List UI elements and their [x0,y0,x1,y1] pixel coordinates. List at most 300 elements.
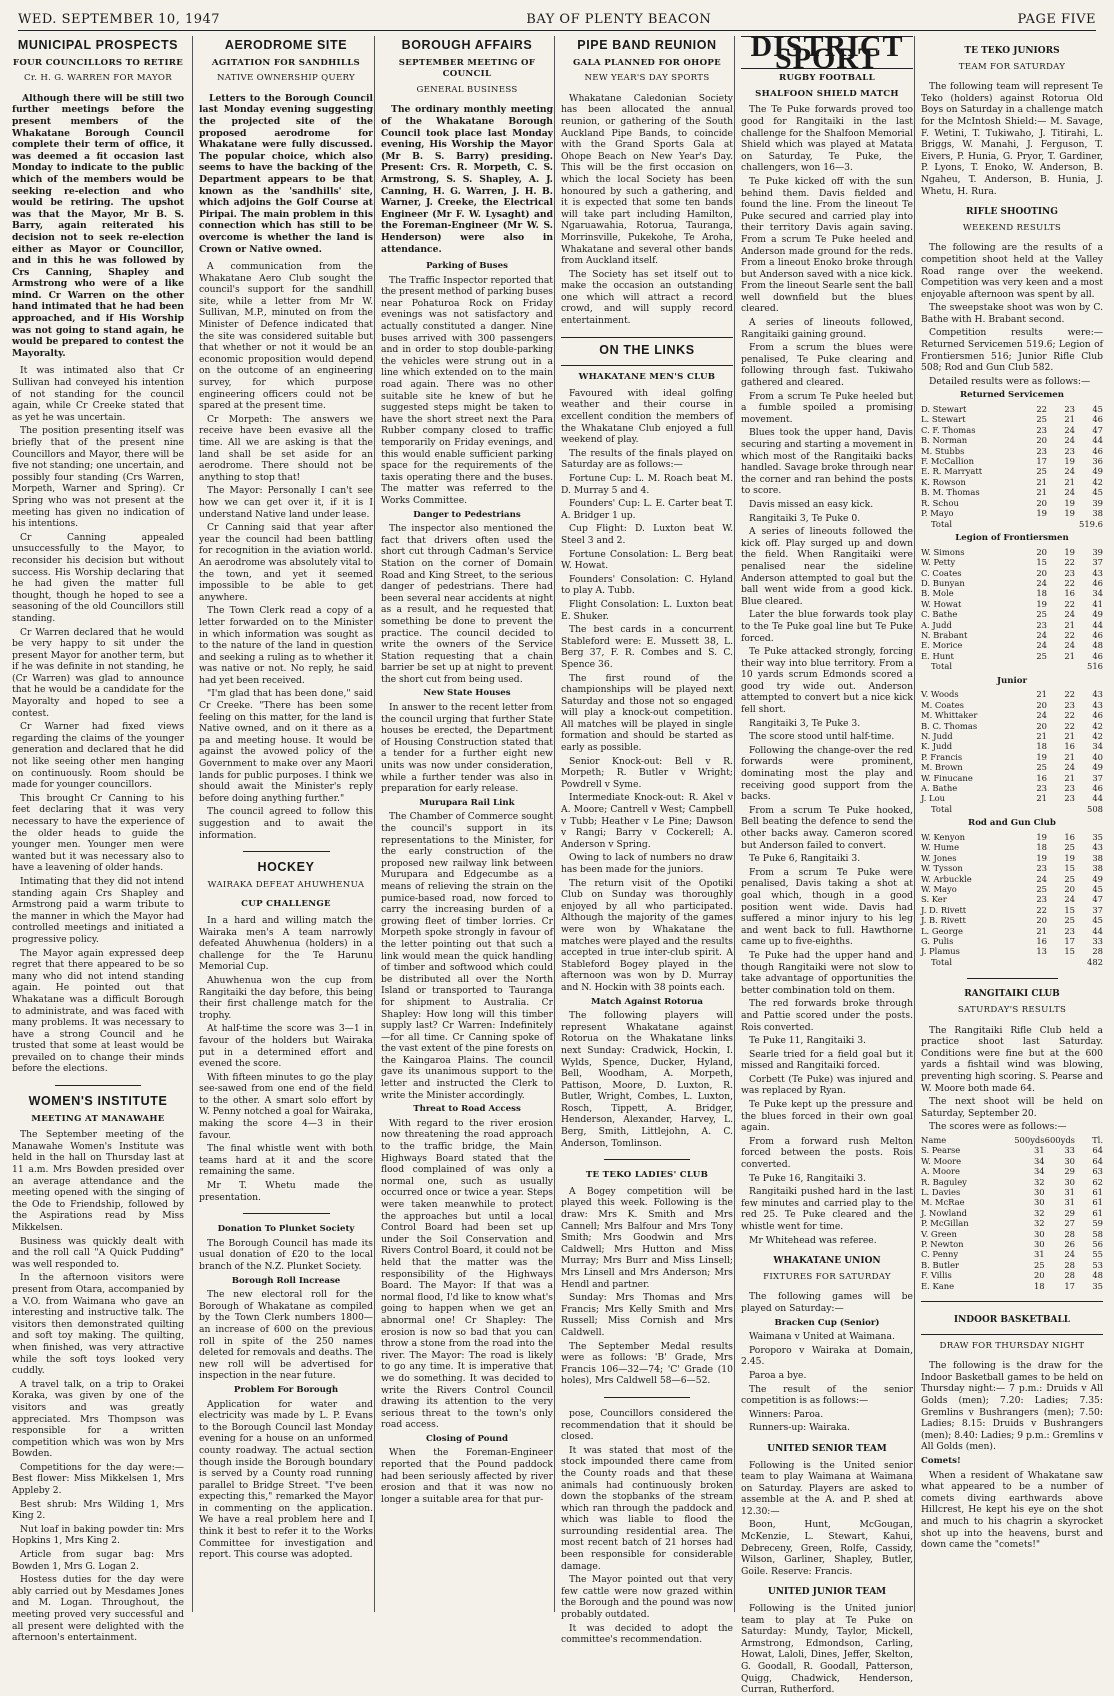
table-cell: 35 [1092,1280,1103,1291]
table-cell: A. Bathe [921,783,958,793]
table-cell: P. Newton [921,1239,964,1250]
table-row [921,446,1103,456]
table-row [921,936,1103,946]
table-cell: 53 [1092,1259,1103,1270]
table-cell: 18 [1033,1280,1045,1291]
paragraph: Intermediate Knock-out: R. Akel v A. Moore; Cantrell v West; Campbell v Tubb; Heather v Le Pine; Dawson v Rangi; Barry v Cockerell; A. Anderson v Spring. [561,792,733,850]
table-cell: 15 [1064,904,1075,915]
table-cell: 48 [1092,640,1103,651]
table-cell: J. Plamus [921,946,960,957]
table-cell: 28 [1064,1270,1075,1281]
table-cell: 31 [1033,1145,1045,1156]
paragraph: Following is the United junior team to play at Te Puke on Saturday: Mundy, Taylor, Mickell, Armstrong, Edmondson, Carling, Howat, Laloli, Dines, Jeffer, Skelton, G. Goodall, R. Goodall, Patterson, Quigg, Chadwick, Henderson, Curran, Rutherford. [741,1603,913,1696]
table-row [921,894,1103,904]
subhead: DRAW FOR THURSDAY NIGHT [939,1340,1085,1351]
table-row [921,1229,1103,1239]
section-box [921,1301,1103,1335]
paragraph: It was stated that most of the stock impounded there came from the County roads and that these animals had continuously broken down the stopbanks of the stream which ran through the paddock and which was liable to flood the surrounding residential area. The most recent batch of 21 horses had been responsible for considerable damage. [561,1444,733,1572]
paragraph: The Mayor: Personally I can't see how we can get over it, if it is I understand Native land under lease. [199,485,373,520]
table-cell: E. Hunt [921,650,954,661]
table-cell: 23 [1064,925,1075,936]
table-cell: 45 [1092,915,1103,926]
paragraph: The sweepstake shoot was won by C. Bathe with H. Brabant second. [921,302,1103,325]
headline-whakatane-union: WHAKATANE UNION [773,1256,881,1267]
table-cell: 24 [1064,435,1075,446]
paragraph: Cup Flight: D. Luxton beat W. Steel 3 and 2. [561,523,733,546]
table-row [921,1281,1103,1291]
paragraph: Waimana v United at Waimana. [749,1331,895,1343]
table-cell: 21 [1036,925,1047,936]
paragraph: Davis missed an easy kick. [749,498,874,510]
table-cell: 25 [1064,873,1075,884]
paragraph: The Society has set itself out to make the occasion an outstanding one which will attract a record crowd, and will supply record entertainment. [561,268,733,327]
table-row [921,762,1103,772]
paragraph: The Mayor pointed out that very few cattle were now grazed within the Borough and the pound was now probably outdated. [561,1574,733,1621]
paragraph: Nut loaf in baking powder tin: Mrs Hopkins 1, Mrs King 2. [12,1523,184,1547]
table-cell: 63 [1092,1166,1103,1177]
table-row [921,557,1103,567]
page-header [18,8,1096,31]
paragraph: The inspector also mentioned the fact that drivers often used the short cut through Cadman's Service Station on the corner of Domain Road and King Street, to the serious danger of pedestrians. There had been several near accidents at night as a result, and he requested that something be done to prevent the practice. The council decided to write the owners of the Service Station requesting that a chain barrier be set up at night to prevent the short cut from being used. [381,523,553,685]
subhead: GALA PLANNED FOR OHOPE [572,57,721,68]
table-cell: 61 [1092,1197,1103,1208]
section-heading: Problem For Borough [233,1384,339,1395]
section-heading: New State Houses [423,688,511,699]
table-cell: W. Tysson [921,863,963,874]
subhead: TEAM FOR SATURDAY [958,61,1066,72]
paragraph: With fifteen minutes to go the play see-sawed from one end of the field to the other. A smart solo effort by W. Penny notched a goal for Wairaka, making the score 4—3 in their favour. [199,1071,373,1141]
table-cell: 41 [1092,598,1103,609]
column-3 [374,36,559,1612]
table-cell: M. Whittaker [921,710,978,721]
paragraph: Te Puke 6, Rangitaiki 3. [749,853,861,865]
subhead: CUP CHALLENGE [241,899,331,910]
table-cell: 31 [1064,1187,1075,1198]
paragraph: Cr Warren declared that he would be very happy to sit under the present Mayor for another term, but if he was definite in not standing, he (Cr Warren) was glad to announce that he would be a candidate for the Mayoralty and hoped to see a contest. [12,626,184,719]
table-cell: P. Mayo [921,508,954,519]
table-cell: 20 [1064,884,1075,895]
table-cell: 43 [1092,689,1103,700]
paragraph: Senior Knock-out: Bell v R. Morpeth; R. Butler v Wright; Powdrell v Syme. [561,755,733,790]
paragraph: Founders' Cup: L. E. Carter beat T. A. Bridger 1 up. [561,498,733,521]
table-cell: 20 [1036,435,1047,446]
table-cell: 23 [1036,424,1047,435]
table-cell: 25 [1036,650,1047,661]
total-label: Total [931,803,953,814]
paragraph: Intimating that they did not intend standing again Crs Shapley and Armstrong paid a warm tribute to the manner in which the Mayor had controlled meetings and initiated a progressive policy. [12,875,184,945]
paragraph: Rangitaiki 3, Te Puke 3. [749,717,861,729]
table-row [921,630,1103,640]
table-cell: P. McGillan [921,1218,969,1229]
paragraph: Following is the United senior team to play Waimana at Waimana on Saturday. Players are asked to assemble at the A. and P. shed at 12.30:— [741,1459,913,1517]
paragraph: Detailed results were as follows:— [929,375,1091,387]
table-cell: 34 [1092,588,1103,599]
paragraph: The Traffic Inspector reported that the present method of parking buses near Pohaturoa Rock on Friday evenings was not satisfactory and actually constituted a danger. Nine buses arrived with 300 passengers and in order to stop double-parking the vehicles were strung out in a line which extended on to the main road again. There was no other suitable site he knew of but he suggested steps might be taken to have the short street next the Para Rubber company closed to traffic temporarily on Friday evenings, and this would enable sufficient parking space for the requirements of the taxis operating there and the buses. The matter was referred to the Works Committee. [381,274,553,506]
table-cell: M. Coates [921,699,964,710]
table-header: Tl. [1092,1135,1103,1145]
paragraph: The red forwards broke through and Pattie scored under the posts. Rois converted. [741,998,913,1033]
paragraph: Competition results were:— Returned Servicemen 519.6; Legion of Frontiersmen 516; Junior Rifle Club 508; Rod and Gun Club 582. [921,327,1103,374]
paragraph: This brought Cr Canning to his feet declaring that it was very necessary to have the experience of the older heads to guide the younger men. Younger men were wanted but it was necessary also to have a leavening of older hands. [12,792,184,874]
table-cell: 19 [1036,832,1047,842]
table-cell: 44 [1092,619,1103,630]
table-row [921,884,1103,894]
paragraph: Hostess duties for the day were ably carried out by Mesdames Jones and M. Logan. Throughout, the meeting proved very successful and all present were delighted with the afternoon's entertainment. [12,1574,184,1644]
table-cell: N. Judd [921,730,953,741]
table-cell: 20 [1036,546,1047,557]
table-cell: 24 [1064,1249,1075,1260]
table-cell: 17 [1064,1280,1075,1291]
table-cell: 22 [1064,598,1075,609]
table-cell: 61 [1092,1187,1103,1198]
paragraph: The council agreed to follow this suggestion and to await the information. [199,806,373,841]
table-cell: G. Pulis [921,936,954,947]
table-cell: B. Norman [921,435,968,446]
table-cell: 28 [1064,1228,1075,1239]
paragraph: Runners-up: Wairaka. [749,1422,851,1434]
paragraph: Poroporo v Wairaka at Domain, 2.45. [741,1344,913,1368]
table-cell: 33 [1064,1145,1075,1156]
table-cell: E. Morice [921,640,963,651]
table-header-row [921,1135,1103,1145]
table-cell: 45 [1092,487,1103,498]
table-cell: 21 [1064,476,1075,487]
table-cell: 29 [1064,1207,1075,1218]
group-heading: Junior [996,675,1028,686]
paragraph: It was decided to adopt the committee's recommendation. [561,1622,733,1646]
paragraph: Te Puke kicked off with the sun behind them. Davis fielded and found the line. From the lineout Te Puke secured and carried play into their territory Davis again saving. From a scrum Te Puke heeled and Anderson made ground for the reds. From a lineout Enoko broke through but Anderson saved with a nice kick. From the lineout Searle sent the ball well downfield but the blues cleared. [741,175,913,315]
table-cell: 23 [1036,863,1047,874]
paragraph: The following players will represent Whakatane against Rotorua on the Whakatane links next Sunday: Cradwick, Hockin, I. Wylds, Spence, Ducker, Hyland, Bell, Woodham, A. Morpeth, Pattison, Moore, D. Luxton, R. Butler, Wright, Combes, L. Luxton, Rosch, Tippett, A. Bridger, Henderson, Alexander, Harvey, L. Berg, Smith, Littlejohn, A. C. Anderson, Tomlinson. [561,1010,733,1149]
paragraph: In the afternoon visitors were present from Otara, accompanied by a V.O. from Waimana who gave an interesting and instructive talk. The visitors then demonstrated quilting and soft toy making. The quilting, when finished, was very attractive while the soft toys looked very cuddly. [12,1272,184,1377]
table-row [921,721,1103,731]
table-cell: 37 [1092,904,1103,915]
table-row [921,926,1103,936]
total-label: Total [931,956,953,967]
paragraph: When the Foreman-Engineer reported that the Pound paddock had been seriously affected by river erosion and that it was now no longer a suitable area for that pur- [381,1447,553,1505]
section-box [561,337,733,367]
table-cell: 22 [1064,577,1075,588]
paragraph: With regard to the river erosion now threatening the road approach to the traffic bridge, the Main Highways Board stated that the flood complained of was only a normal one, such as usually occurred once or twice a year. Steps were taken meanwhile to protect the approaches but until a local Control Board had been set up under the Soil Conservation and Rivers Control Board, it could not be held that the matter was the responsibility of the Highways Board. The Mayor: If that was a normal flood, I'd like to know what's going to happen when we get an abnormal one! Cr Shapley: The erosion is now so bad that you can throw a stone from the road into the river. The Mayor: The road is likely to go any time. It is imperative that we do something. It was decided to write the Rivers Control Council drawing its attention to the very serious threat to the town's only road access. [381,1117,553,1431]
table-cell: 19 [1064,497,1075,508]
table-cell: 32 [1033,1207,1045,1218]
table-cell: 25 [1036,466,1047,477]
table-cell: A. Moore [921,1166,960,1177]
table-cell: 23 [1064,793,1075,804]
table-cell: 39 [1092,546,1103,557]
table-cell: 19 [1036,852,1047,863]
table-cell: 32 [1033,1176,1045,1187]
headline-indoor-basketball: INDOOR BASKETBALL [953,1315,1071,1326]
table-cell: 25 [1036,609,1047,620]
table-cell: 15 [1064,863,1075,874]
table-cell: L. Stewart [921,414,966,425]
table-row [921,752,1103,762]
total-value: 519.6 [1079,518,1103,529]
paragraph: Ahuwhenua won the cup from Rangitaiki the day before, this being their first challenge match for the trophy. [199,974,373,1021]
paragraph: The Te Puke forwards proved too good for Rangitaiki in the last challenge for the Shalfoon Memorial Shield which was played at Matata on Saturday, Te Puke, the challengers, won 16—3. [741,104,913,174]
table-cell: 20 [1033,1270,1045,1281]
table-cell: B. Mole [921,588,954,599]
table-cell: 23 [1064,783,1075,793]
rangitaiki-scores-table [921,1135,1103,1291]
paragraph: Founders' Consolation: C. Hyland to play A. Tubb. [561,573,733,597]
table-cell: 16 [1036,936,1047,947]
table-cell: C. Bathe [921,609,958,620]
table-row [921,414,1103,424]
section-heading: Bracken Cup (Senior) [774,1317,880,1328]
column-6 [914,36,1103,1612]
table-row [921,1270,1103,1280]
group-total [921,957,1103,969]
rifle-results-tables [921,390,1103,968]
headline-on-the-links: ON THE LINKS [599,342,695,357]
paragraph: From a scrum the blues were penalised, Te Puke clearing and following through fast. Tukiwaho gathered and cleared. [741,342,913,389]
table-cell: W. Finucane [921,772,973,783]
table-cell: 21 [1036,793,1047,804]
paragraph: The results of the finals played on Saturday are as follows:— [561,447,733,471]
group-heading: Legion of Frontiersmen [955,533,1069,544]
group-total [921,804,1103,816]
table-cell: 22 [1064,557,1075,568]
table-cell: 32 [1033,1218,1045,1229]
paragraph: The new electoral roll for the Borough of Whakatane as compiled by the Town Clerk numbers 1800—an increase of 600 on the previous roll in spite of the 250 names deleted for removals and deaths. The new roll will be advertised for inspection in the near future. [199,1289,373,1382]
table-cell: M. Stubbs [921,445,965,456]
table-cell: 23 [1064,445,1075,456]
table-cell: W. Simons [921,546,965,557]
paragraph: It was intimated also that Cr Sullivan had conveyed his intention of not standing for the council again, while Cr Creeke stated that as yet he was uncertain. [12,365,184,423]
table-row [921,1156,1103,1166]
table-cell: 24 [1064,466,1075,477]
table-header: 500yds [1014,1135,1045,1145]
table-cell: 44 [1092,793,1103,804]
paragraph: Te Puke kept up the pressure and the blues forced in their own goal again. [741,1099,913,1134]
table-cell: 18 [1036,741,1047,752]
paragraph: Te Puke had the upper hand and though Rangitaiki were not slow to take advantage of opportunities the better combination told on them. [741,949,913,996]
table-row [921,425,1103,435]
table-cell: 18 [1036,842,1047,853]
section-heading: Comets! [921,1456,961,1467]
headline-united-junior: UNITED JUNIOR TEAM [767,1587,887,1598]
table-row [921,599,1103,609]
table-cell: W. Petty [921,557,956,568]
table-header: Name [921,1135,947,1145]
paragraph: Flight Consolation: L. Luxton beat E. Shuker. [561,598,733,622]
table-cell: 22 [1064,720,1075,731]
table-cell: 16 [1064,588,1075,599]
total-label: Total [931,518,953,529]
paragraph: Following the change-over the red forwards were prominent, dominating most the play and receiving good support from the backs. [741,744,913,803]
table-cell: 49 [1092,609,1103,620]
paragraph: The following team will represent Te Teko (holders) against Rotorua Old Boys on Saturday in a challenge match for the McIntosh Shield:— M. Savage, F. Wetini, T. Tukiwaho, J. Titirahi, L. Briggs, W. Manahi, J. Ferguson, T. Eivers, P. Hunia, G. Pryor, T. Gardiner, P. Lyons, T. Enoko, W. Anderson, B. Ngaheu, T. Anderson, B. Hunia, J. Whetu, H. Rura. [921,81,1103,197]
table-cell: K. Judd [921,741,953,752]
table-cell: 17 [1036,456,1047,467]
table-cell: V. Green [921,1228,957,1239]
district-sport-banner: DISTRICT SPORT [741,36,913,69]
section-heading: Danger to Pedestrians [413,509,521,520]
table-row [921,588,1103,598]
table-cell: 21 [1064,619,1075,630]
table-cell: 16 [1036,772,1047,783]
paragraph: "I'm glad that has been done," said Cr Creeke. "There has been some feeling on this matter, for the land is Native owned, and on it there as a pa and meeting house. It would be against the avowed policy of the Government to make over any Maori lands for public purposes. I think we should await the Minister's reply before doing anything further." [199,688,373,804]
table-cell: 30 [1033,1228,1045,1239]
issue-date: WED. SEPTEMBER 10, 1947 [18,11,221,27]
paragraph: Boon, Hunt, McGougan, McKenzie, L. Stewart, Kahui, Debreceny, Green, Rolfe, Cassidy, Wilson, Garliner, Shapley, Butler, Goile. Reserve: Francis. [741,1519,913,1577]
paragraph: Sunday: Mrs Thomas and Mrs Francis; Mrs Kelly Smith and Mrs Russell; Miss Cornish and Mrs Caldwell. [561,1292,733,1338]
table-cell: J. B. Rivett [921,915,966,926]
table-cell: 20 [1036,720,1047,731]
table-cell: 21 [1064,414,1075,425]
subhead: FIXTURES FOR SATURDAY [763,1271,891,1282]
paragraph: Cr Warner had fixed views regarding the claims of the younger generation and declared that he did not like seeing other men hanging on continuously. Room should be made for younger councillors. [12,721,184,791]
table-cell: J. Lou [921,793,946,804]
table-cell: 22 [1064,629,1075,640]
table-cell: 25 [1064,842,1075,853]
headline-te-teko-ladies: TE TEKO LADIES' CLUB [585,1170,709,1181]
headline-pipe-band: PIPE BAND REUNION [577,38,717,52]
table-cell: 17 [1064,936,1075,947]
divider [604,1397,690,1398]
table-row [921,783,1103,793]
subhead: AGITATION FOR SANDHILLS [211,57,361,68]
table-row [921,456,1103,466]
table-cell: 21 [1036,689,1047,700]
table-cell: 47 [1092,894,1103,905]
table-cell: 19 [1036,598,1047,609]
table-cell: 19 [1036,751,1047,762]
paragraph: The Chamber of Commerce sought the council's support in its representations to the Minister, for the early construction of the proposed new railway link between Murupara and Edgecumbe as a means of relieving the strain on the pumice-based road, now forced to carry the increasing burden of a growing fleet of timber lorries. Cr Morpeth spoke strongly in favour of the letter pointing out that such a link would mean the quick handling of timber and softwood which could be distributed all over the North Island or transported to Tauranga for shipment to Australia. Cr Shapley: How long will this timber supply last? Cr Warren: Indefinitely—for all time. Cr Canning spoke of the vast extent of the pine forests on the Kaingaroa Plains. The council gave its unanimous support to the letter and instructed the Clerk to write the Minister accordingly. [381,811,553,1101]
table-cell: 48 [1092,1270,1103,1281]
table-cell: 25 [1036,884,1047,895]
table-row [921,1187,1103,1197]
table-cell: 43 [1092,842,1103,853]
paragraph: Best shrub: Mrs Wilding 1, Mrs King 2. [12,1498,184,1522]
table-cell: 38 [1092,508,1103,519]
table-cell: W. Mayo [921,884,957,895]
table-cell: 37 [1092,557,1103,568]
column-2 [192,36,379,1612]
paragraph: The next shoot will be held on Saturday, September 20. [921,1096,1103,1119]
paragraph: Rangitaiki pushed hard in the last few minutes and carried play to the red 25. Te Puke cleared and the whistle went for time. [741,1186,913,1232]
table-cell: 47 [1092,424,1103,435]
paragraph: Te Puke 11, Rangitaiki 3. [749,1035,866,1047]
table-cell: M. Brown [921,762,963,773]
table-cell: V. Woods [921,689,959,700]
table-cell: L. Davies [921,1187,961,1198]
table-cell: 42 [1092,730,1103,741]
scores-table [921,689,1103,803]
table-row [921,915,1103,925]
subhead: WAIRAKA DEFEAT AHUWHENUA [207,879,365,890]
paragraph: Competitions for the day were:— Best flower: Miss Mikkelsen 1, Mrs Appleby 2. [12,1461,184,1497]
column-5 [734,30,919,1696]
table-cell: J. D. Rivett [921,904,967,915]
table-cell: 23 [1036,619,1047,630]
paragraph: Blues took the upper hand, Davis securing and starting a movement in which most of the Rangitaiki backs handled. Savage broke through near the corner and ran behind the posts to score. [741,427,913,497]
table-cell: S. Pearse [921,1145,961,1156]
table-cell: 38 [1092,863,1103,874]
table-cell: 19 [1036,508,1047,519]
table-cell: 23 [1064,404,1075,415]
headline-rangitaiki-club: RANGITAIKI CLUB [964,989,1060,1000]
table-cell: 24 [1036,629,1047,640]
table-cell: K. Rowson [921,476,966,487]
table-cell: 44 [1092,435,1103,446]
paragraph: The first round of the championships will be played next Saturday and those not so engaged will play a knock-out competition. All matches will be played in single formation and should be started as early as possible. [561,672,733,754]
table-row [921,710,1103,720]
table-cell: 23 [1064,567,1075,578]
table-row [921,404,1103,414]
page-columns [12,30,1104,1696]
table-row [921,640,1103,650]
paragraph: A series of lineouts followed, Rangitaiki gaining ground. [741,317,913,340]
table-row [921,578,1103,588]
section-heading: Parking of Buses [426,261,508,272]
table-cell: C. Penny [921,1249,959,1260]
table-cell: 25 [1033,1259,1045,1270]
paragraph: pose, Councillors considered the recommendation that it should be closed. [561,1407,733,1443]
table-row [921,793,1103,803]
paragraph: The best cards in a concurrent Stableford were: E. Mussett 38, L. Berg 37, F. R. Combes and S. C. Spence 36. [561,624,733,670]
table-cell: 49 [1092,873,1103,884]
table-cell: 37 [1092,772,1103,783]
paragraph: The Borough Council has made its usual donation of £20 to the local branch of the N.Z. Plunket Society. [199,1237,373,1272]
paragraph: Fortune Cup: L. M. Roach beat M. D. Murray 5 and 4. [561,473,733,496]
table-row [921,689,1103,699]
table-cell: 19 [1064,456,1075,467]
table-row [921,905,1103,915]
lead-paragraph: The ordinary monthly meeting of the Whakatane Borough Council took place last Monday evening, His Worship the Mayor (Mr B. S. Barry) presiding. Present: Crs. R. Morpeth, C. S. Armstrong, S. S. Shapley, A. J. Canning, H. G. Warren, J. H. B. Warner, J. Creeke, the Electrical Engineer (Mr F. W. Lysaght) and the Foreman-Engineer (Mr W. S. Henderson) were also in attendance. [381,104,553,255]
subhead: NEW YEAR'S DAY SPORTS [584,73,710,84]
table-cell: 29 [1064,1166,1075,1177]
table-cell: 15 [1036,557,1047,568]
table-cell: 20 [1036,497,1047,508]
group-heading: Rod and Gun Club [968,818,1056,829]
table-cell: 62 [1092,1176,1103,1187]
paragraph: In a hard and willing match the Wairaka men's A team narrowly defeated Ahuwhenua (holders) in a challenge for the Te Harunu Memorial Cup. [199,914,373,973]
table-cell: S. Ker [921,894,947,905]
subhead: FOUR COUNCILLORS TO RETIRE [12,57,184,68]
lead-paragraph: Although there will be still two further meetings before the present members of the Whakatane Borough Council complete their term of office, it was deemed a fit occasion last Monday to indicate to the public which of the members would be seeking re-election and who would be retiring. The upshot was that the Mayor, Mr B. S. Barry, again reiterated his decision not to seek re-election either as Mayor or Councillor, and in this he was followed by Crs Canning, Shapley and Armstrong who were of a like mind. Cr Warren on the other hand intimated that he had been approached, and if His Worship was not going to stand again, he would be prepared to contest the Mayoralty. [12,92,184,359]
table-row [921,1208,1103,1218]
section-heading: Closing of Pound [425,1433,509,1444]
paragraph: The return visit of the Opotiki Club on Sunday was thoroughly enjoyed by all who participated. Although the majority of the games were won by Whakatane the matches were played and the results accepted in true inter-club spirit. A Stableford Bogey played in the afternoon was won by D. Murray and N. Hockin with 38 points each. [561,877,733,993]
table-cell: 31 [1033,1249,1045,1260]
table-cell: W. Hume [921,842,960,853]
table-row [921,731,1103,741]
paragraph: From a scrum Te Puke were penalised, Davis taking a shot at goal which, though in a good position went wide. Davis had suffered a minor injury to his leg and went back to full. Hawthorne came up to five-eighths. [741,866,913,948]
table-cell: D. Stewart [921,404,967,415]
table-cell: 23 [1036,783,1047,793]
table-cell: 46 [1092,445,1103,456]
table-cell: 61 [1092,1207,1103,1218]
paragraph: Te Puke 16, Rangitaiki 3. [749,1172,866,1184]
section-heading: Threat to Road Access [413,1104,521,1115]
paragraph: The September Medal results were as follows: 'B' Grade, Mrs Francis 106—32—74; 'C' Grade (10 holes), Mrs Caldwell 58—6—52. [561,1340,733,1387]
table-cell: 21 [1064,730,1075,741]
headline-municipal: MUNICIPAL PROSPECTS [17,38,179,52]
paragraph: Winners: Paroa. [749,1408,824,1420]
table-cell: 30 [1064,1155,1075,1166]
subhead: MEETING AT MANAWAHE [31,1113,165,1124]
table-row [921,874,1103,884]
table-cell: 21 [1064,751,1075,762]
divider [967,978,1058,979]
table-cell: 24 [1064,894,1075,905]
paragraph: Article from sugar bag: Mrs Bowden 1, Mrs G. Logan 2. [12,1549,184,1572]
table-cell: B. Butler [921,1259,960,1270]
table-cell: 25 [1036,414,1047,425]
